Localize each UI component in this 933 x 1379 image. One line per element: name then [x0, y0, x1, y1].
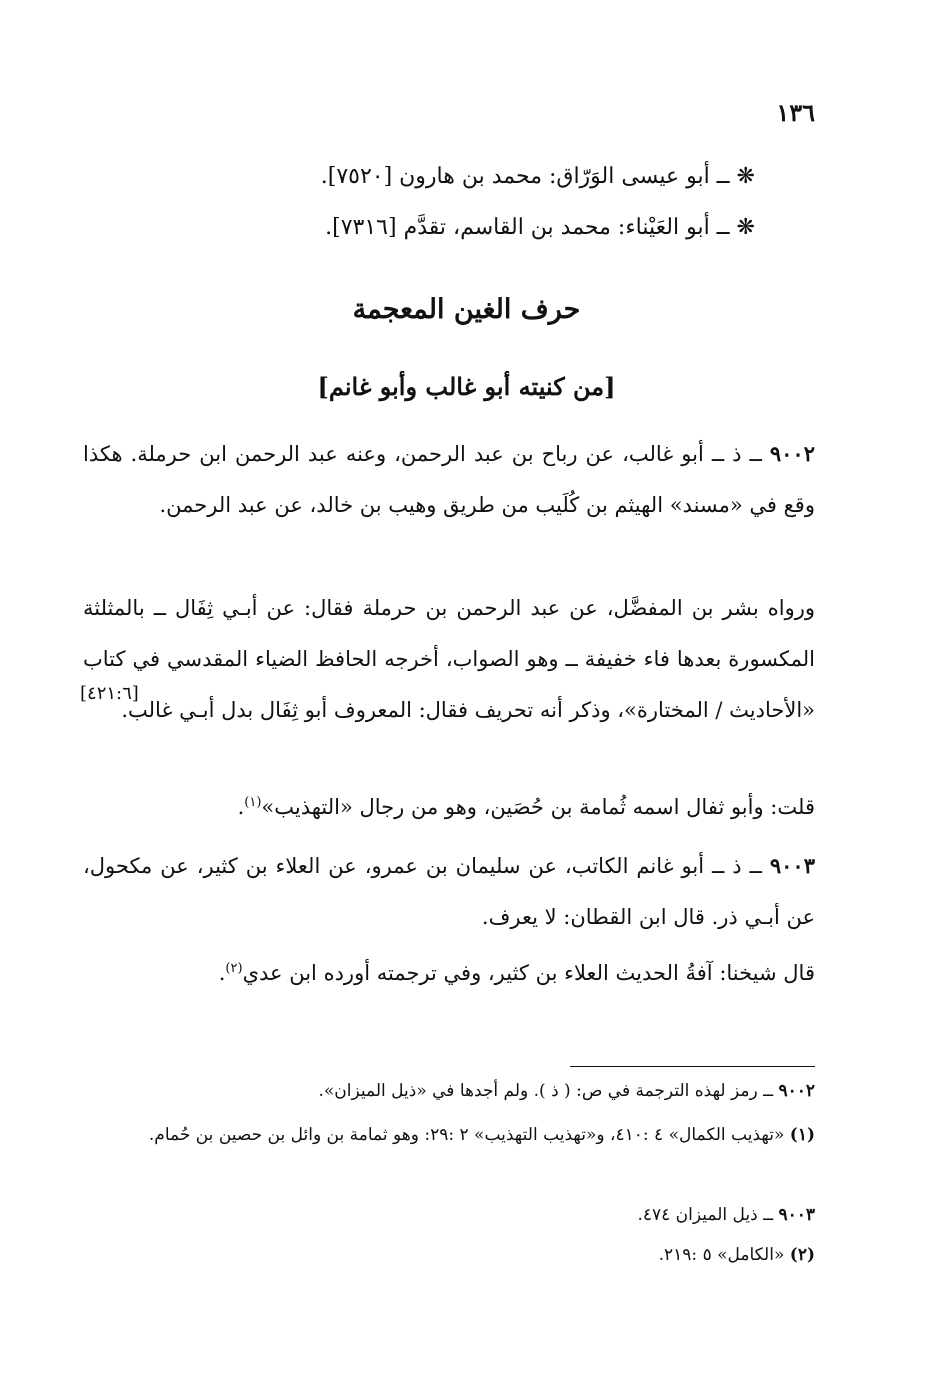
cross-reference-entry: ❋ ــ أبو العَيْناء: محمد بن القاسم، تقدَّم [٧٣١٦]. [325, 215, 755, 240]
footnote-text: ــ رمز لهذه الترجمة في ص: ( ذ ). ولم أجدها في «ذيل الميزان». [318, 1081, 779, 1101]
footnote-label: (٢) [789, 1245, 815, 1265]
paragraph-text: قلت: وأبو ثفال اسمه ثُمامة بن حُصَين، وهو من رجال «التهذيب» [261, 795, 815, 819]
footnote-label: (١) [789, 1125, 815, 1145]
entry-text: ــ ذ ــ أبو غالب، عن رباح بن عبد الرحمن، وعنه عبد الرحمن ابن حرملة. هكذا وقع في «مسند» الهيثم بن كُلَيب من طريق وهيب بن خالد، عن عبد الرحمن. [83, 442, 815, 517]
paragraph-text: قال شيخنا: آفةُ الحديث العلاء بن كثير، وفي ترجمته أورده ابن عدي [242, 961, 815, 985]
entry-text: ــ ذ ــ أبو غانم الكاتب، عن سليمان بن عمرو، عن العلاء بن كثير، عن مكحول، عن أبـي ذر. قال ابن القطان: لا يعرف. [83, 854, 815, 929]
paragraph-qultu [83, 782, 815, 833]
footnote-marker: (١) [244, 795, 262, 810]
footnote-label: ٩٠٠٣ [778, 1205, 815, 1225]
cross-reference-entry: ❋ ــ أبو عيسى الوَرّاق: محمد بن هارون [٧٥٢٠]. [320, 164, 755, 189]
footnote-2 [83, 1237, 815, 1274]
footnote-9003 [83, 1197, 815, 1234]
footnote-divider [570, 1066, 815, 1067]
paragraph-shaykh [83, 948, 815, 999]
entry-number: ٩٠٠٣ [769, 853, 815, 878]
page-number: ١٣٦ [776, 98, 815, 127]
footnote-9002 [83, 1073, 815, 1110]
footnote-text: ــ ذيل الميزان ٤٧٤. [637, 1205, 779, 1225]
section-heading: حرف الغين المعجمة [352, 294, 581, 325]
footnote-text: «تهذيب الكمال» ٤ :٤١٠، و«تهذيب التهذيب» ٢ :٢٩: وهو ثمامة بن وائل بن حصين بن حُمام. [148, 1125, 790, 1145]
footnote-label: ٩٠٠٢ [778, 1081, 815, 1101]
footnote-text: «الكامل» ٥ :٢١٩. [658, 1245, 790, 1265]
paragraph-end: . [218, 961, 226, 985]
footnote-marker: (٢) [225, 961, 243, 976]
entry-number: ٩٠٠٢ [769, 441, 815, 466]
margin-reference: [٤٢١:٦] [80, 683, 139, 704]
subsection-heading: [من كنيته أبو غالب وأبو غانم] [317, 372, 616, 401]
paragraph-riwayah: ورواه بشر بن المفضَّل، عن عبد الرحمن بن حرملة فقال: عن أبـي ثِفَال ــ بالمثلثة المكسورة بعدها فاء خفيفة ــ وهو الصواب، أخرجه الحافظ الضياء المقدسي في كتاب «الأحاديث / المختارة»، وذكر أنه تحريف فقال: المعروف أبو ثِفَال بدل أبـي غالب. [83, 596, 815, 722]
footnote-1 [83, 1117, 815, 1154]
paragraph-end: . [237, 795, 245, 819]
entry-9003 [83, 840, 815, 943]
entry-9002 [83, 428, 815, 531]
